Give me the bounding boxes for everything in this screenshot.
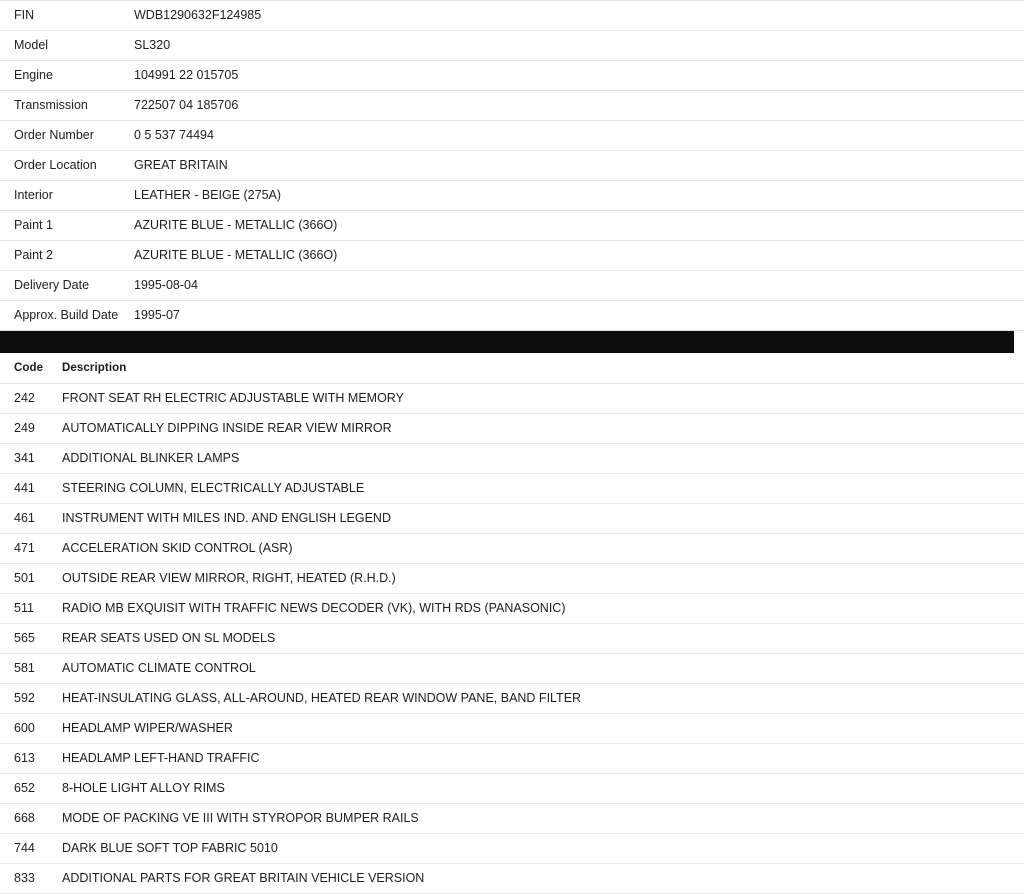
table-row xyxy=(0,774,1024,804)
spec-value: SL320 xyxy=(134,38,171,52)
spec-row xyxy=(0,181,1024,211)
option-code: 511 xyxy=(14,601,34,615)
option-description: ADDITIONAL BLINKER LAMPS xyxy=(62,451,240,465)
spec-value: 0 5 537 74494 xyxy=(134,128,214,142)
option-description: MODE OF PACKING VE III WITH STYROPOR BUMPER RAILS xyxy=(62,811,419,825)
option-description: RADIO MB EXQUISIT WITH TRAFFIC NEWS DECODER (VK), WITH RDS (PANASONIC) xyxy=(62,601,566,615)
option-description: OUTSIDE REAR VIEW MIRROR, RIGHT, HEATED (R.H.D.) xyxy=(62,571,396,585)
option-code: 461 xyxy=(14,511,35,525)
option-description: STEERING COLUMN, ELECTRICALLY ADJUSTABLE xyxy=(62,481,365,495)
spec-label: Delivery Date xyxy=(14,278,90,292)
spec-value: GREAT BRITAIN xyxy=(134,158,228,172)
table-row xyxy=(0,684,1024,714)
option-code: 242 xyxy=(14,391,35,405)
spec-value: 1995-07 xyxy=(134,308,180,322)
spec-row xyxy=(0,301,1024,331)
option-code: 613 xyxy=(14,751,35,765)
table-row xyxy=(0,804,1024,834)
option-description: HEAT-INSULATING GLASS, ALL-AROUND, HEATED REAR WINDOW PANE, BAND FILTER xyxy=(62,691,582,705)
spec-row xyxy=(0,241,1024,271)
options-table xyxy=(0,353,1024,894)
spec-row xyxy=(0,271,1024,301)
options-section xyxy=(0,353,1024,894)
spec-value: LEATHER - BEIGE (275A) xyxy=(134,188,282,202)
spec-value: 104991 22 015705 xyxy=(134,68,239,82)
spec-row xyxy=(0,61,1024,91)
spec-label: Transmission xyxy=(14,98,88,112)
spec-label: Order Number xyxy=(14,128,94,142)
spec-row xyxy=(0,91,1024,121)
option-description: ADDITIONAL PARTS FOR GREAT BRITAIN VEHICLE VERSION xyxy=(62,871,425,885)
options-header-code: Code xyxy=(0,353,62,384)
spec-label: Paint 2 xyxy=(14,248,53,262)
vehicle-spec-table xyxy=(0,0,1024,331)
spec-label: Order Location xyxy=(14,158,97,172)
spec-value: WDB1290632F124985 xyxy=(134,8,262,22)
table-row xyxy=(0,714,1024,744)
spec-value: AZURITE BLUE - METALLIC (366O) xyxy=(134,248,338,262)
option-description: HEADLAMP LEFT-HAND TRAFFIC xyxy=(62,751,260,765)
options-header-description: Description xyxy=(62,353,1024,384)
table-row xyxy=(0,504,1024,534)
options-table-body xyxy=(0,384,1024,894)
options-table-header xyxy=(0,353,1024,384)
option-code: 833 xyxy=(14,871,35,885)
spec-row xyxy=(0,121,1024,151)
spec-row xyxy=(0,211,1024,241)
spec-label: Engine xyxy=(14,68,53,82)
spec-row xyxy=(0,31,1024,61)
spec-value: 1995-08-04 xyxy=(134,278,198,292)
option-code: 565 xyxy=(14,631,35,645)
vehicle-spec-body xyxy=(0,1,1024,331)
spec-label: Paint 1 xyxy=(14,218,53,232)
option-code: 249 xyxy=(14,421,35,435)
option-code: 600 xyxy=(14,721,35,735)
table-row xyxy=(0,594,1024,624)
option-code: 744 xyxy=(14,841,35,855)
table-row xyxy=(0,534,1024,564)
option-code: 471 xyxy=(14,541,35,555)
table-row xyxy=(0,624,1024,654)
table-row xyxy=(0,744,1024,774)
option-code: 592 xyxy=(14,691,35,705)
option-code: 441 xyxy=(14,481,35,495)
spec-label: Approx. Build Date xyxy=(14,308,119,322)
option-description: AUTOMATICALLY DIPPING INSIDE REAR VIEW MIRROR xyxy=(62,421,392,435)
option-description: DARK BLUE SOFT TOP FABRIC 5010 xyxy=(62,841,278,855)
table-row xyxy=(0,474,1024,504)
option-description: ACCELERATION SKID CONTROL (ASR) xyxy=(62,541,293,555)
option-code: 652 xyxy=(14,781,35,795)
option-description: 8-HOLE LIGHT ALLOY RIMS xyxy=(62,781,225,795)
section-divider xyxy=(0,331,1024,353)
spec-label: Interior xyxy=(14,188,53,202)
option-description: HEADLAMP WIPER/WASHER xyxy=(62,721,233,735)
table-row xyxy=(0,864,1024,894)
spec-row xyxy=(0,1,1024,31)
table-row xyxy=(0,564,1024,594)
spec-label: FIN xyxy=(14,8,35,22)
option-code: 501 xyxy=(14,571,35,585)
table-row xyxy=(0,414,1024,444)
option-code: 581 xyxy=(14,661,35,675)
spec-row xyxy=(0,151,1024,181)
option-code: 668 xyxy=(14,811,35,825)
table-row xyxy=(0,444,1024,474)
table-row xyxy=(0,654,1024,684)
options-header-row xyxy=(0,353,1024,384)
table-row xyxy=(0,384,1024,414)
option-description: INSTRUMENT WITH MILES IND. AND ENGLISH LEGEND xyxy=(62,511,391,525)
table-row xyxy=(0,834,1024,864)
divider-cap xyxy=(1014,331,1024,353)
option-description: REAR SEATS USED ON SL MODELS xyxy=(62,631,276,645)
spec-label: Model xyxy=(14,38,49,52)
spec-value: AZURITE BLUE - METALLIC (366O) xyxy=(134,218,338,232)
spec-value: 722507 04 185706 xyxy=(134,98,239,112)
option-code: 341 xyxy=(14,451,35,465)
option-description: AUTOMATIC CLIMATE CONTROL xyxy=(62,661,256,675)
option-description: FRONT SEAT RH ELECTRIC ADJUSTABLE WITH MEMORY xyxy=(62,391,404,405)
